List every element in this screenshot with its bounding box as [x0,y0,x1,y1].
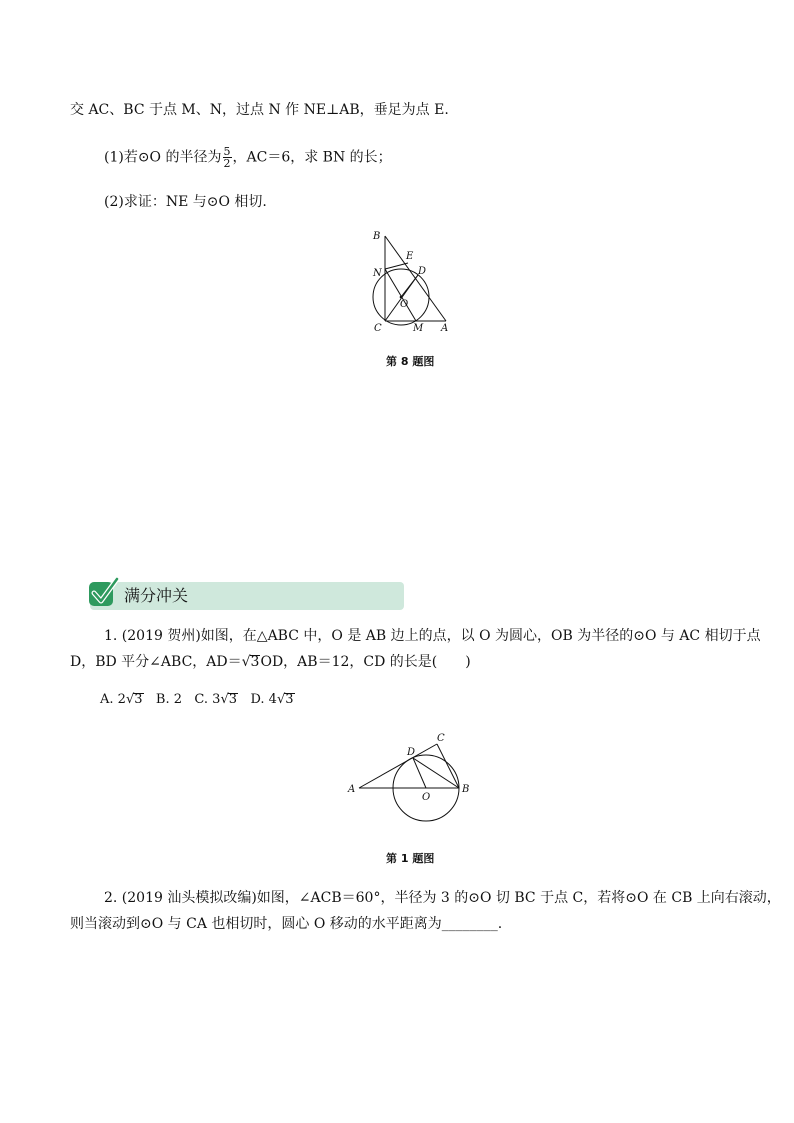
label-A: A [441,323,449,334]
section-title: 满分冲关 [124,586,189,605]
segment-NM [385,269,416,321]
q1-line2-prefix: D，BD 平分∠ABC，AD＝ [70,654,242,670]
sqrt-sign: √ [276,692,286,707]
problem8-line1: 交 AC、BC 于点 M、N，过点 N 作 NE⊥AB，垂足为点 E. [70,102,449,118]
option-c [194,692,238,707]
sqrt-radicand: 3 [250,654,260,670]
label-A: A [348,784,356,795]
fraction-numerator: 5 [223,145,231,158]
check-icon [86,576,120,610]
option-a-radicand: 3 [134,692,143,707]
option-d [250,692,294,707]
sqrt-sign: √ [220,692,229,707]
problem8-figure [360,225,460,340]
problem8-part1-prefix: (1)若⊙O 的半径为 [104,149,222,166]
fraction-five-halves [223,146,232,169]
problem8-part2: (2)求证：NE 与⊙O 相切. [104,194,267,210]
option-a [100,692,144,707]
label-E: E [406,251,414,262]
sqrt-sign: √ [241,654,251,670]
segment-NE [385,263,408,269]
fraction-denominator: 2 [223,157,231,170]
q2-line2: 则当滚动到⊙O 与 CA 也相切时，圆心 O 移动的水平距离为________. [70,916,503,932]
q2-line1: 2. (2019 汕头模拟改编)如图，∠ACB＝60°，半径为 3 的⊙O 切 BC 于点 C，若将⊙O 在 CB 上向右滚动， [104,890,781,906]
label-O: O [422,792,431,803]
q1-caption: 第 1 题图 [386,852,435,865]
label-B: B [373,231,381,242]
q1-line2-suffix: OD，AB＝12，CD 的长是( ) [260,654,471,670]
label-O: O [400,299,409,310]
problem8-part1 [104,146,392,169]
q1-figure [345,728,475,823]
label-N: N [373,268,382,279]
label-C: C [437,733,445,744]
option-d-radicand: 3 [285,692,294,707]
option-b: B. 2 [155,692,183,707]
label-D: D [407,747,416,758]
q1-line1: 1. (2019 贺州)如图，在△ABC 中，O 是 AB 边上的点，以 O 为圆心，OB 为半径的⊙O 与 AC 相切于点 [104,628,761,644]
label-B: B [462,784,470,795]
option-a-label: A. 2 [100,692,126,707]
option-d-label: D. 4 [250,692,277,707]
sqrt-sign: √ [125,692,135,707]
label-D: D [418,266,427,277]
q1-options [100,690,295,710]
option-c-label: C. 3 [194,692,221,707]
problem8-part1-suffix: ，AC＝6，求 BN 的长； [232,149,392,166]
problem8-caption: 第 8 题图 [386,355,435,368]
option-c-radicand: 3 [228,692,238,707]
label-C: C [374,323,382,334]
label-M: M [413,323,424,334]
q1-line2 [70,652,471,672]
segment-OD [401,275,418,297]
center-dot [400,296,403,299]
